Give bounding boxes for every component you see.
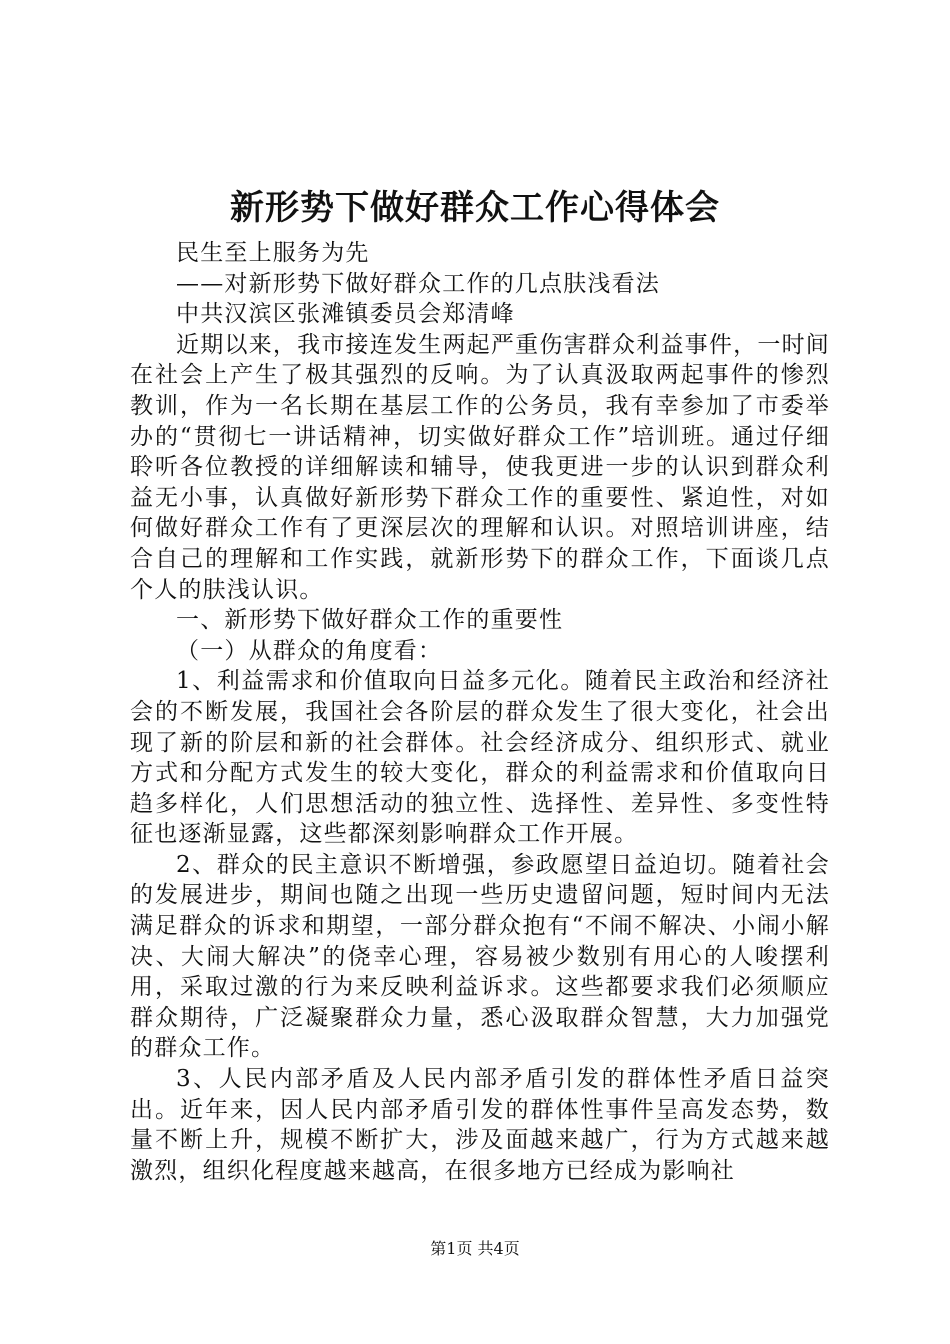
paragraph-point-3: 3、人民内部矛盾及人民内部矛盾引发的群体性矛盾日益突出。近年来，因人民内部矛盾引发的群体性事件呈高发态势，数量不断上升，规模不断扩大，涉及面越来越广，行为方式越来越激烈，组织化程度越来越高，在很多地方已经成为影响社 [130, 1066, 830, 1184]
subtitle-slogan: 民生至上服务为先 [176, 240, 370, 266]
section-heading-1: 一、新形势下做好群众工作的重要性 [176, 607, 564, 634]
paragraph-intro: 近期以来，我市接连发生两起严重伤害群众利益事件，一时间在社会上产生了极其强烈的反响。为了认真汲取两起事件的惨烈教训，作为一名长期在基层工作的公务员，我有幸参加了市委举办的“贯彻七一讲话精神，切实做好群众工作”培训班。通过仔细聆听各位教授的详细解读和辅导，使我更进一步的认识到群众利益无小事，认真做好新形势下群众工作的重要性、紧迫性，对如何做好群众工作有了更深层次的理解和认识。对照培训讲座，结合自己的理解和工作实践，就新形势下的群众工作，下面谈几点个人的肤浅认识。 [130, 331, 830, 603]
subtitle-topic: ——对新形势下做好群众工作的几点肤浅看法 [176, 270, 660, 297]
document-title: 新形势下做好群众工作心得体会 [230, 188, 720, 228]
subsection-heading-1: （一）从群众的角度看： [176, 637, 443, 664]
subtitle-author: 中共汉滨区张滩镇委员会郑清峰 [176, 301, 515, 328]
document-body [130, 238, 830, 1186]
page-footer: 第1页 共4页 [430, 1239, 520, 1258]
paragraph-point-2: 2、群众的民主意识不断增强，参政愿望日益迫切。随着社会的发展进步，期间也随之出现一些历史遗留问题，短时间内无法满足群众的诉求和期望，一部分群众抱有“不闹不解决、小闹小解决、大闹大解决”的侥幸心理，容易被少数别有用心的人唆摆利用，采取过激的行为来反映利益诉求。这些都要求我们必须顺应群众期待，广泛凝聚群众力量，悉心汲取群众智慧，大力加强党的群众工作。 [130, 851, 830, 1062]
paragraph-point-1: 1、利益需求和价值取向日益多元化。随着民主政治和经济社会的不断发展，我国社会各阶层的群众发生了很大变化，社会出现了新的阶层和新的社会群体。社会经济成分、组织形式、就业方式和分配方式发生的较大变化，群众的利益需求和价值取向日趋多样化，人们思想活动的独立性、选择性、差异性、多变性特征也逐渐显露，这些都深刻影响群众工作开展。 [130, 668, 830, 848]
